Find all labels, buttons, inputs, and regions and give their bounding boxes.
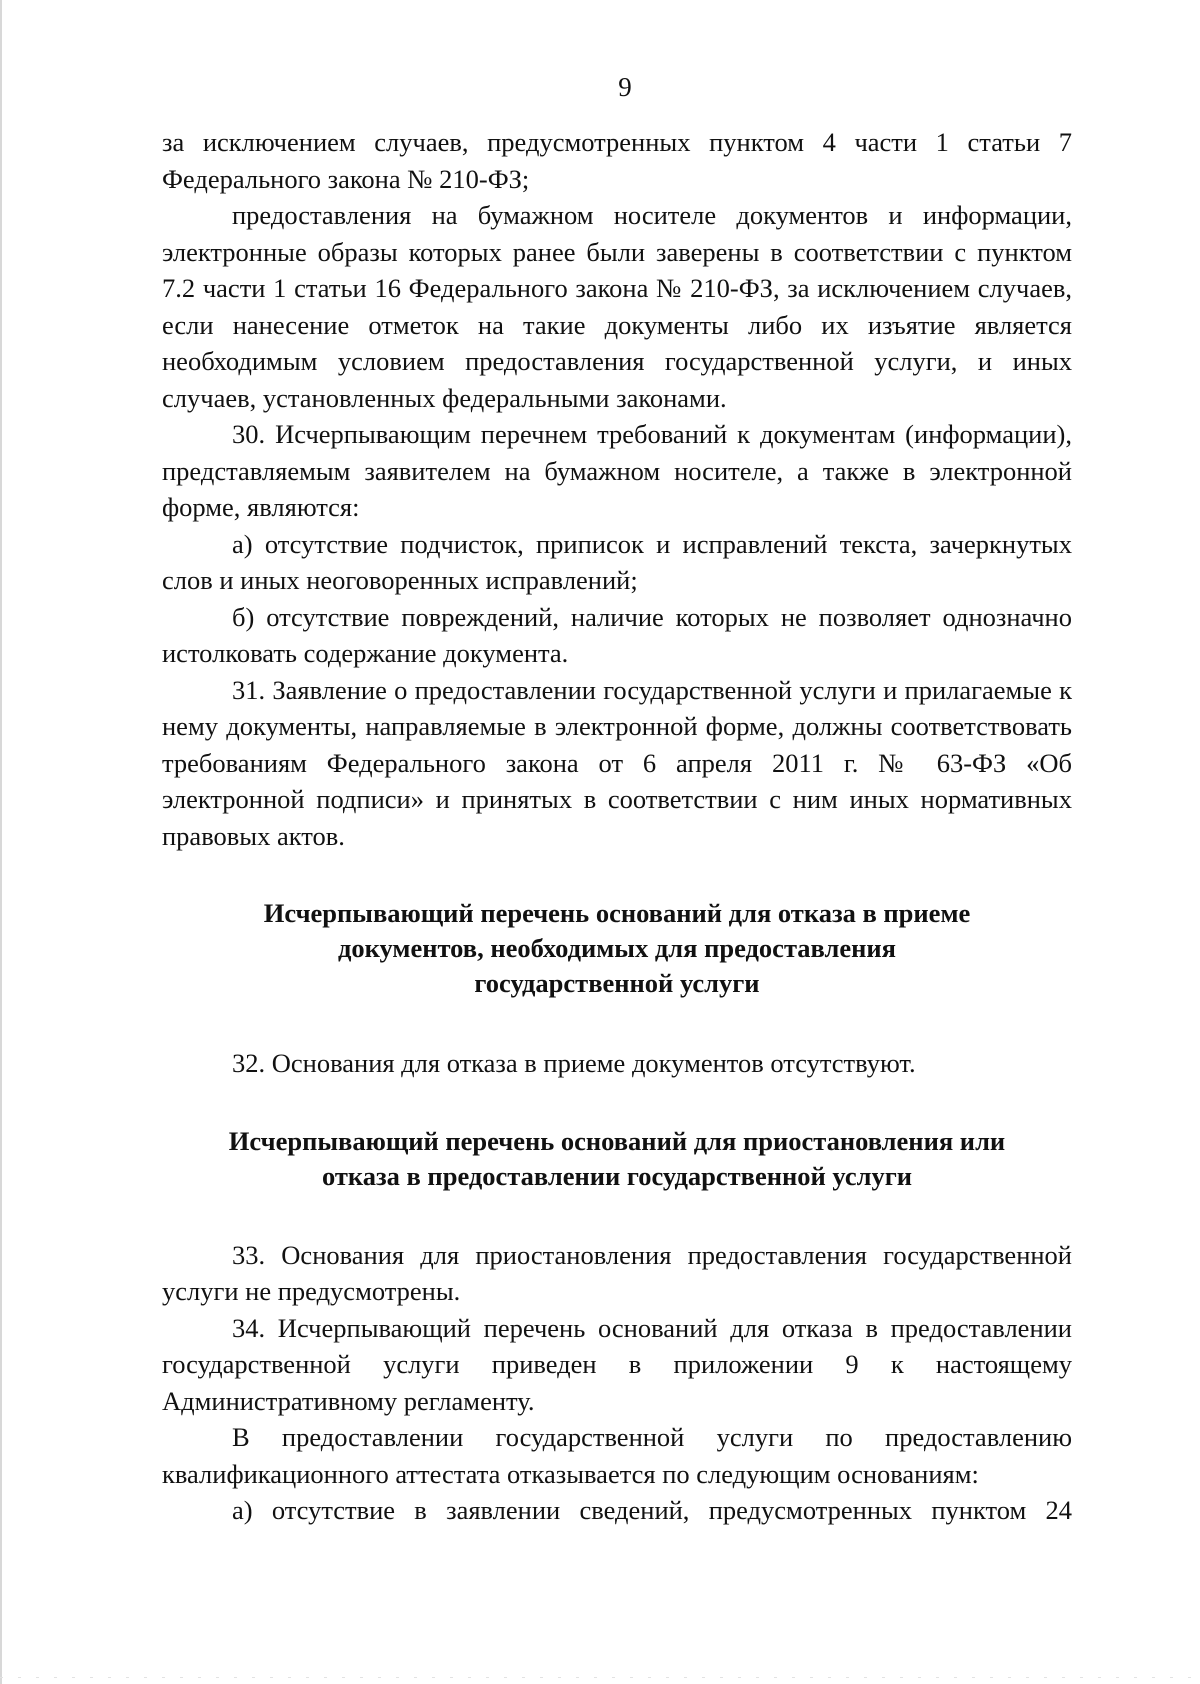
heading-line: Исчерпывающий перечень оснований для приостановления или xyxy=(228,1125,1006,1156)
paragraph-paper-documents: предоставления на бумажном носителе документов и информации, электронные образы которых ранее были заверены в соответствии с пунктом 7.2 части 1 статьи 16 Федерального закона № 210-ФЗ, за исключением случаев, если нанесение отметок на такие документы либо их изъятие является необходимым условием предоставления государственной услуги, и иных случаев, установленных федеральными законами. xyxy=(162,200,1072,413)
paragraph-qualification-certificate: В предоставлении государственной услуги по предоставлению квалификационного аттестата отказывается по следующим основаниям: xyxy=(162,1422,1072,1489)
paragraph-32: 32. Основания для отказа в приеме документов отсутствуют. xyxy=(232,1048,916,1078)
paragraph-30: 30. Исчерпывающим перечнем требований к документам (информации), представляемым заявителем на бумажном носителе, а также в электронной форме, являются: xyxy=(162,419,1072,522)
heading-line: государственной услуги xyxy=(474,968,760,998)
scan-bottom-speckle xyxy=(0,1677,1200,1678)
page-number: 9 xyxy=(618,72,632,102)
paragraph-33: 33. Основания для приостановления предоставления государственной услуги не предусмотрены. xyxy=(162,1239,1072,1306)
heading-line: документов, необходимых для предоставления xyxy=(337,933,896,963)
paragraph-34: 34. Исчерпывающий перечень оснований для отказа в предоставлении государственной услуги приведен в приложении 9 к настоящему Административному регламенту. xyxy=(162,1312,1072,1416)
paragraph-30-b: б) отсутствие повреждений, наличие которых не позволяет однозначно истолковать содержание документа. xyxy=(162,601,1072,668)
paragraph-ground-a: а) отсутствие в заявлении сведений, предусмотренных пунктом 24 xyxy=(232,1495,1072,1525)
paragraph-31: 31. Заявление о предоставлении государственной услуги и прилагаемые к нему документы, направляемые в электронной форме, должны соответствовать требованиям Федерального закона от 6 апреля 2011 г. № 63-ФЗ «Об электронной подписи» и принятых в соответствии с ним иных нормативных правовых актов. xyxy=(162,674,1072,851)
heading-line: Исчерпывающий перечень оснований для отказа в приеме xyxy=(263,898,971,928)
section-heading-refusal-acceptance xyxy=(162,896,1072,1001)
paragraph-exception-210fz: за исключением случаев, предусмотренных пунктом 4 части 1 статьи 7 Федерального закона № 210-ФЗ; xyxy=(162,127,1072,194)
section-heading-suspension-refusal xyxy=(162,1124,1072,1194)
paragraph-30-a: а) отсутствие подчисток, приписок и исправлений текста, зачеркнутых слов и иных неоговоренных исправлений; xyxy=(162,528,1072,595)
heading-line: отказа в предоставлении государственной услуги xyxy=(321,1160,913,1191)
scan-edge-shadow xyxy=(0,0,2,1684)
